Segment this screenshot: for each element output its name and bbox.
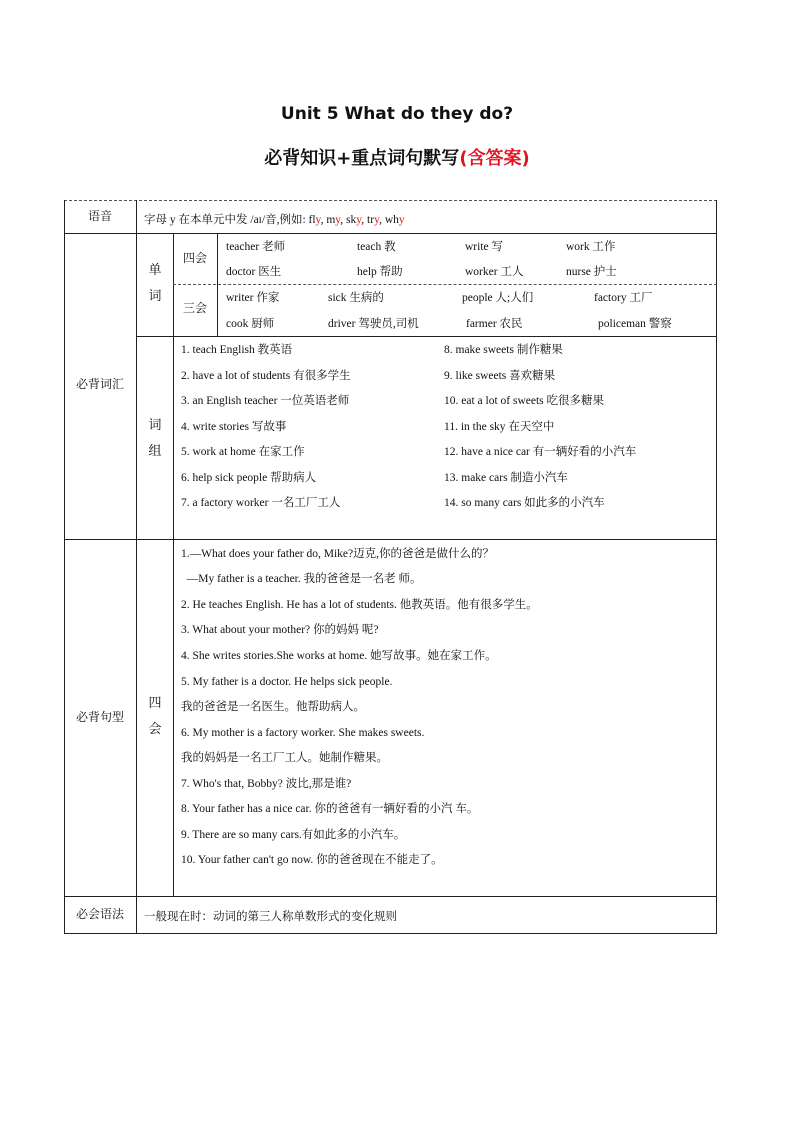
word-item: people 人;人们 bbox=[462, 292, 534, 304]
phrase-item: 10. eat a lot of sweets 吃很多糖果 bbox=[444, 395, 605, 407]
knowledge-table bbox=[64, 200, 717, 934]
grammar-text: 一般现在时：动词的第三人称单数形式的变化规则 bbox=[144, 911, 397, 923]
word-item: teach 教 bbox=[357, 241, 396, 253]
page-subtitle bbox=[0, 144, 794, 170]
words-label: 单词 bbox=[148, 263, 162, 304]
phonics-text: 字母 y 在本单元中发 /aɪ/音,例如: fly, my, sky, try, why bbox=[144, 214, 405, 226]
vocab-label: 必背词汇 bbox=[75, 377, 124, 391]
sentence-line: —My father is a teacher. 我的爸爸是一名老 师。 bbox=[181, 573, 422, 585]
level-four-label: 四会 bbox=[182, 251, 207, 265]
phrase-item: 4. write stories 写故事 bbox=[181, 421, 287, 433]
sentence-line: 6. My mother is a factory worker. She makes sweets. bbox=[181, 727, 425, 739]
phrases-label: 词组 bbox=[148, 418, 162, 459]
phonics-prefix: 字母 y 在本单元中发 /aɪ/音,例如: bbox=[144, 214, 309, 226]
word-item: driver 驾驶员,司机 bbox=[328, 318, 419, 330]
phrase-item: 6. help sick people 帮助病人 bbox=[181, 472, 317, 484]
phrase-item: 2. have a lot of students 有很多学生 bbox=[181, 370, 351, 382]
sentence-line: 我的爸爸是一名医生。他帮助病人。 bbox=[181, 701, 365, 713]
phrase-item: 12. have a nice car 有一辆好看的小汽车 bbox=[444, 446, 637, 458]
sentence-line: 9. There are so many cars.有如此多的小汽车。 bbox=[181, 829, 406, 841]
phrase-item: 11. in the sky 在天空中 bbox=[444, 421, 555, 433]
word-item: work 工作 bbox=[566, 241, 616, 253]
sentences-level-label: 四会 bbox=[148, 696, 162, 737]
word-item: farmer 农民 bbox=[466, 318, 523, 330]
sentence-line: 我的妈妈是一名工厂工人。她制作糖果。 bbox=[181, 752, 388, 764]
word-item: writer 作家 bbox=[226, 292, 280, 304]
sentence-line: 10. Your father can't go now. 你的爸爸现在不能走了。 bbox=[181, 854, 443, 866]
grammar-label: 必会语法 bbox=[75, 907, 124, 921]
word-item: factory 工厂 bbox=[594, 292, 653, 304]
word-item: sick 生病的 bbox=[328, 292, 384, 304]
level-three-label: 三会 bbox=[182, 301, 207, 315]
sentence-line: 3. What about your mother? 你的妈妈 呢? bbox=[181, 624, 379, 636]
example-y: y bbox=[374, 214, 380, 226]
phonics-label: 语音 bbox=[87, 209, 112, 223]
sentence-line: 1.—What does your father do, Mike?迈克,你的爸爸是做什么的？ bbox=[181, 548, 495, 560]
sentence-line: 4. She writes stories.She works at home. 她写故事。她在家工作。 bbox=[181, 650, 497, 662]
phrase-item: 14. so many cars 如此多的小汽车 bbox=[444, 497, 605, 509]
phrase-item: 3. an English teacher 一位英语老师 bbox=[181, 395, 350, 407]
example-y: y bbox=[398, 214, 405, 226]
phrase-item: 9. like sweets 喜欢糖果 bbox=[444, 370, 556, 382]
example-word: sk bbox=[346, 214, 357, 226]
word-item: write 写 bbox=[465, 241, 504, 253]
example-y: y bbox=[315, 214, 321, 226]
word-item: doctor 医生 bbox=[226, 266, 282, 278]
sentence-line: 8. Your father has a nice car. 你的爸爸有一辆好看的小汽 车。 bbox=[181, 803, 479, 815]
subtitle-answer: (含答案) bbox=[459, 148, 530, 169]
subtitle-main: 必背知识+重点词句默写 bbox=[264, 148, 460, 169]
phrase-item: 7. a factory worker 一名工厂工人 bbox=[181, 497, 341, 509]
example-word: tr bbox=[367, 214, 375, 226]
phrase-item: 1. teach English 教英语 bbox=[181, 344, 293, 356]
word-item: teacher 老师 bbox=[226, 241, 286, 253]
word-item: nurse 护士 bbox=[566, 266, 617, 278]
word-item: policeman 警察 bbox=[598, 318, 672, 330]
example-word: m bbox=[326, 214, 336, 226]
phrase-item: 5. work at home 在家工作 bbox=[181, 446, 305, 458]
example-word: fl bbox=[308, 214, 316, 226]
word-item: help 帮助 bbox=[357, 266, 403, 278]
page-title: Unit 5 What do they do? bbox=[280, 104, 514, 124]
sentence-line: 5. My father is a doctor. He helps sick people. bbox=[181, 676, 393, 688]
phrase-item: 8. make sweets 制作糖果 bbox=[444, 344, 563, 356]
sentence-line: 2. He teaches English. He has a lot of students. 他教英语。他有很多学生。 bbox=[181, 599, 538, 611]
sentences-label: 必背句型 bbox=[75, 710, 124, 724]
sentence-line: 7. Who's that, Bobby? 波比,那是谁? bbox=[181, 778, 352, 790]
example-y: y bbox=[356, 214, 362, 226]
word-item: cook 厨师 bbox=[226, 318, 275, 330]
example-word: wh bbox=[384, 214, 399, 226]
phrase-item: 13. make cars 制造小汽车 bbox=[444, 472, 568, 484]
example-y: y bbox=[335, 214, 341, 226]
word-item: worker 工人 bbox=[465, 266, 524, 278]
